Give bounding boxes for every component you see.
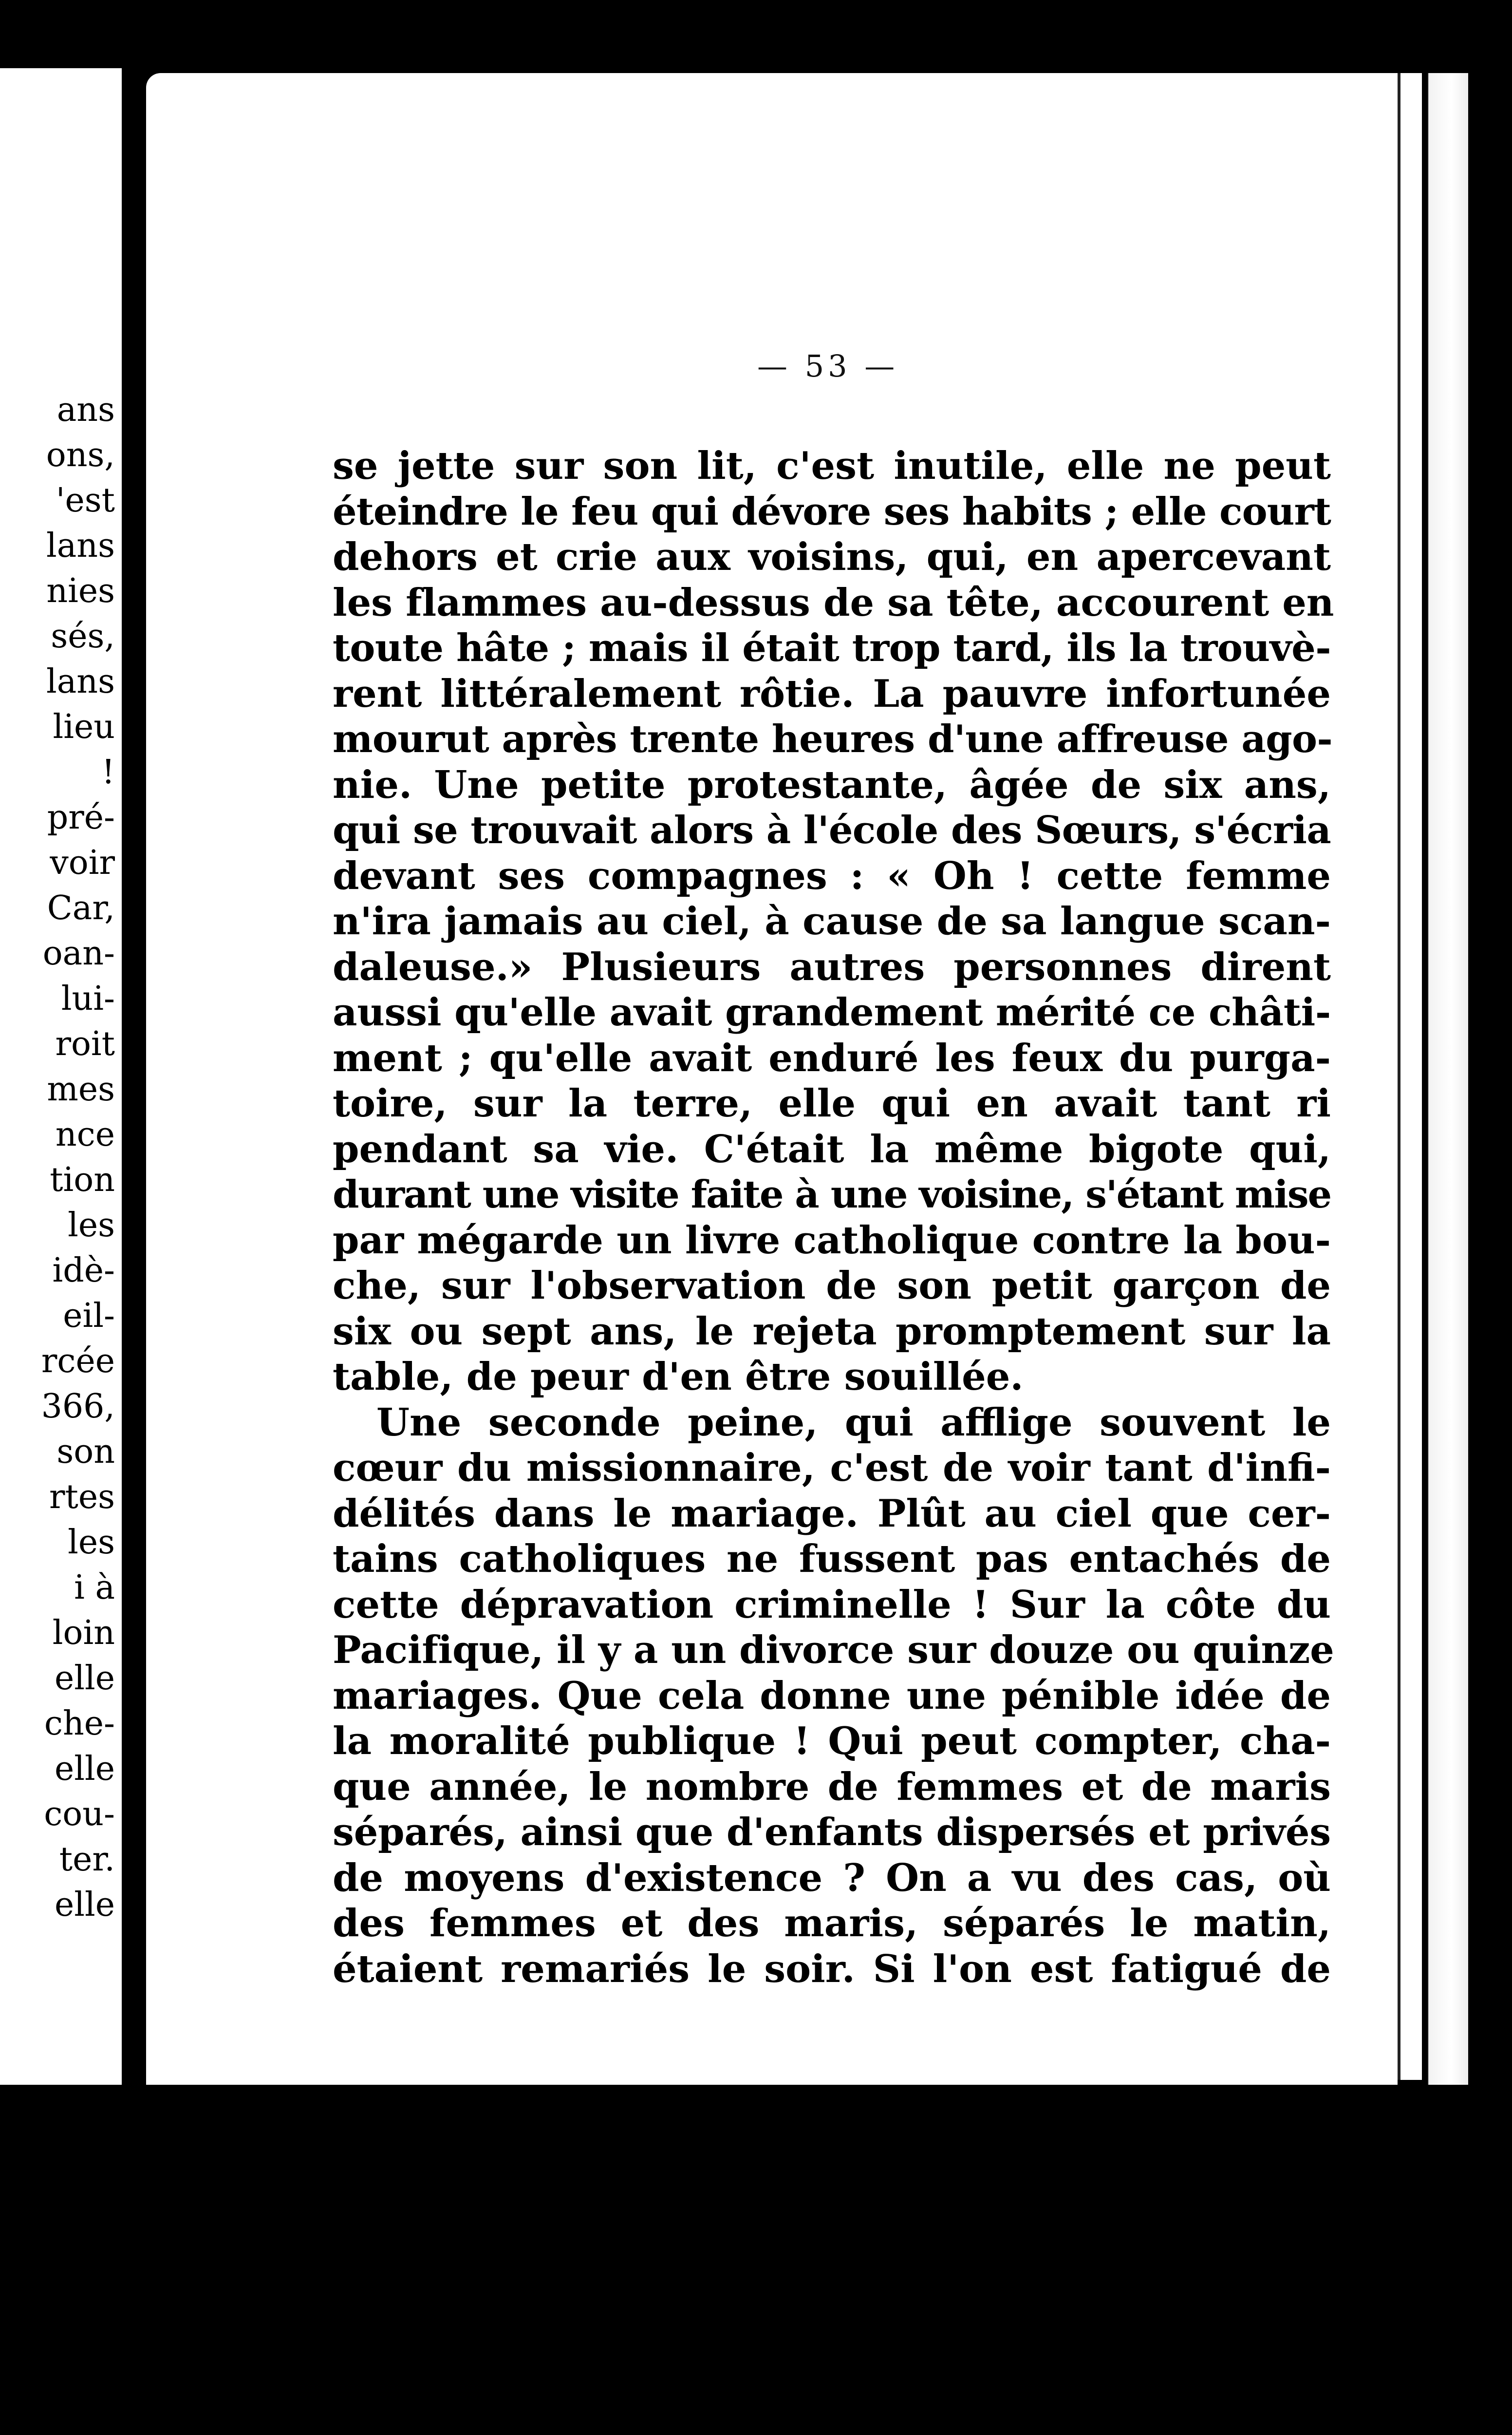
text-line: éteindre le feu qui dévore ses habits ; elle court xyxy=(333,489,1331,534)
text-line: que année, le nombre de femmes et de maris xyxy=(333,1764,1331,1809)
text-line: toire, sur la terre, elle qui en avait tant ri xyxy=(333,1081,1331,1126)
text-line: mariages. Que cela donne une pénible idée de xyxy=(333,1673,1331,1718)
facing-page-line: 'est xyxy=(56,481,115,520)
text-line: nie. Une petite protestante, âgée de six ans, xyxy=(333,762,1331,807)
text-line: daleuse.» Plusieurs autres personnes dirent xyxy=(333,944,1331,989)
text-line: durant une visite faite à une voisine, s'étant mise xyxy=(333,1172,1331,1217)
text-line: rent littéralement rôtie. La pauvre infortunée xyxy=(333,671,1331,716)
text-line: aussi qu'elle avait grandement mérité ce châti- xyxy=(333,990,1331,1035)
facing-page-line: 366, xyxy=(41,1387,115,1426)
text-line: par mégarde un livre catholique contre la bou- xyxy=(333,1218,1331,1263)
facing-page-line: che- xyxy=(44,1704,115,1743)
text-line: qui se trouvait alors à l'école des Sœurs, s'écria xyxy=(333,808,1331,852)
page-stack-edge xyxy=(1422,73,1468,2085)
facing-page-line: lans xyxy=(46,662,115,701)
facing-page-line: oan- xyxy=(42,934,115,973)
text-line: la moralité publique ! Qui peut compter, cha- xyxy=(333,1719,1331,1763)
facing-page-line: les xyxy=(68,1523,115,1562)
facing-page-line: elle xyxy=(55,1886,115,1924)
text-line: toute hâte ; mais il était trop tard, ils la trouvè- xyxy=(333,626,1331,670)
facing-page-line: ! xyxy=(101,753,115,792)
facing-page-line: cou- xyxy=(44,1795,115,1833)
text-line: Pacifique, il y a un divorce sur douze ou quinze xyxy=(333,1628,1334,1672)
facing-page-line: elle xyxy=(55,1659,115,1698)
facing-page-line: voir xyxy=(50,844,115,882)
text-line: se jette sur son lit, c'est inutile, elle ne peut xyxy=(333,444,1331,488)
text-line: étaient remariés le soir. Si l'on est fatigué de xyxy=(333,1946,1331,1991)
text-line: n'ira jamais au ciel, à cause de sa langue scan- xyxy=(333,899,1331,944)
book-gutter xyxy=(122,0,146,2435)
facing-page-line: rtes xyxy=(49,1478,115,1516)
text-line: mourut après trente heures d'une affreuse ago- xyxy=(333,717,1333,761)
facing-page-line: sés, xyxy=(51,617,115,656)
facing-page-line: idè- xyxy=(52,1251,115,1290)
facing-page-line: ter. xyxy=(59,1840,115,1879)
scan-border xyxy=(0,2085,1512,2435)
facing-page-line: nies xyxy=(46,572,115,610)
facing-page-line: tion xyxy=(50,1161,115,1199)
text-line: six ou sept ans, le rejeta promptement sur la xyxy=(333,1309,1331,1354)
text-line: tains catholiques ne fussent pas entachés de xyxy=(333,1537,1331,1581)
facing-page-line: mes xyxy=(47,1070,115,1109)
facing-page-line: pré- xyxy=(47,798,115,837)
text-line: che, sur l'observation de son petit garçon de xyxy=(333,1264,1331,1308)
facing-page-line: nce xyxy=(55,1115,115,1154)
facing-page-line: i à xyxy=(74,1568,115,1607)
facing-page-line: roit xyxy=(55,1025,115,1063)
facing-page-line: Car, xyxy=(47,889,115,927)
facing-page-line: ans xyxy=(56,391,115,429)
facing-page-text xyxy=(41,387,115,1927)
book-page xyxy=(146,73,1398,2085)
facing-page-line: loin xyxy=(52,1614,115,1652)
text-line: délités dans le mariage. Plût au ciel que cer- xyxy=(333,1491,1331,1536)
text-line: ment ; qu'elle avait enduré les feux du purga- xyxy=(333,1036,1331,1080)
text-line: Une seconde peine, qui afflige souvent le xyxy=(376,1400,1331,1445)
text-line: de moyens d'existence ? On a vu des cas, où xyxy=(333,1855,1331,1900)
text-line: devant ses compagnes : « Oh ! cette femme xyxy=(333,853,1331,898)
page-number: — 53 — xyxy=(757,348,899,384)
facing-page-line: lui- xyxy=(61,980,115,1018)
facing-page-line: lans xyxy=(46,527,115,565)
facing-page-line: lieu xyxy=(53,708,115,746)
facing-page-line: les xyxy=(68,1206,115,1245)
text-line: cœur du missionnaire, c'est de voir tant d'infi- xyxy=(333,1446,1331,1490)
text-line: les flammes au-dessus de sa tête, accourent en xyxy=(333,580,1334,625)
facing-page-line: eil- xyxy=(63,1297,115,1335)
facing-page-line: rcée xyxy=(41,1342,115,1380)
facing-page-fragment xyxy=(0,68,122,2085)
text-line: des femmes et des maris, séparés le matin, xyxy=(333,1901,1331,1945)
text-line: cette dépravation criminelle ! Sur la côte du xyxy=(333,1582,1331,1627)
facing-page-line: son xyxy=(56,1433,115,1471)
facing-page-line: elle xyxy=(55,1750,115,1788)
facing-page-line: ons, xyxy=(46,436,115,474)
text-line: dehors et crie aux voisins, qui, en apercevant xyxy=(333,535,1331,579)
page-edge xyxy=(1398,73,1425,2080)
text-line: séparés, ainsi que d'enfants dispersés et privés xyxy=(333,1810,1331,1854)
text-line: table, de peur d'en être souillée. xyxy=(333,1355,1024,1399)
body-text xyxy=(333,443,1334,1992)
text-line: pendant sa vie. C'était la même bigote qui, xyxy=(333,1127,1331,1171)
